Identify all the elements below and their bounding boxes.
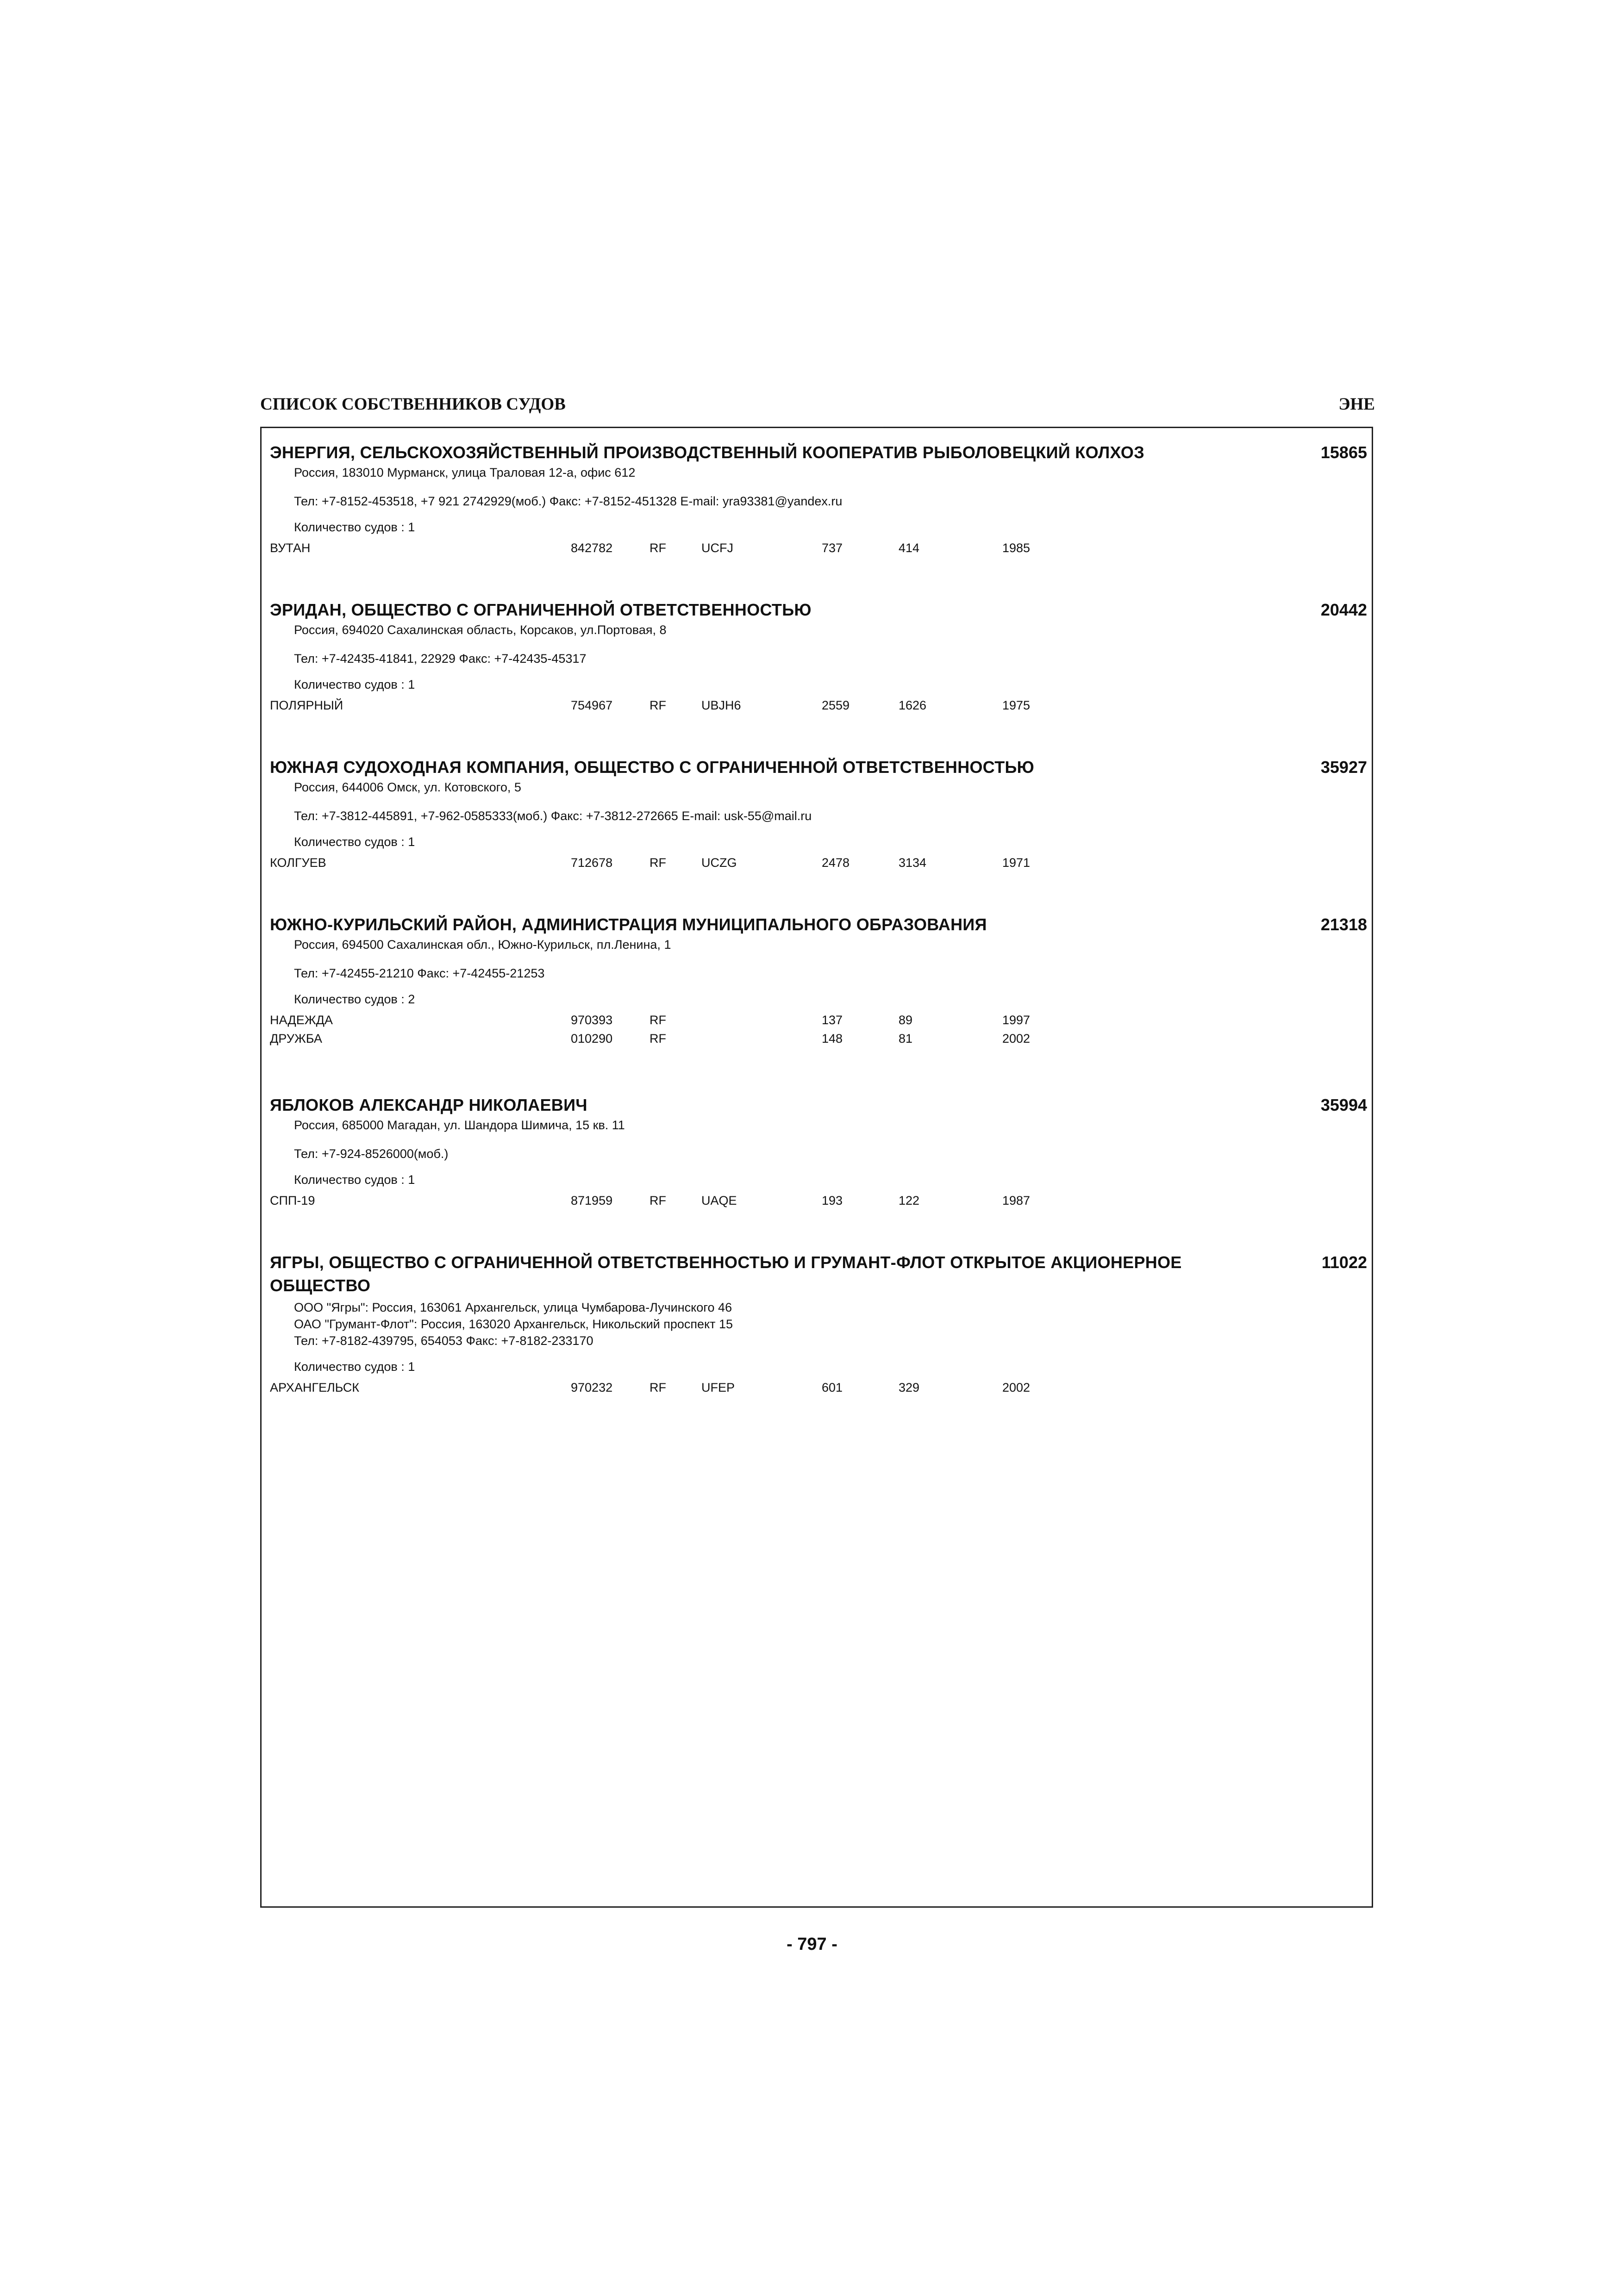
ship-year: 1997	[1002, 1013, 1031, 1027]
ship-callsign: UCZG	[701, 856, 737, 870]
ship-gross-tonnage: 137	[822, 1013, 843, 1027]
ship-name: НАДЕЖДА	[270, 1013, 333, 1027]
ship-name: ВУТАН	[270, 541, 311, 555]
owner-name: ЭРИДАН, ОБЩЕСТВО С ОГРАНИЧЕННОЙ ОТВЕТСТВЕННОСТЬЮ	[270, 600, 812, 619]
ship-flag: RF	[650, 1381, 666, 1394]
ship-number: 010290	[571, 1032, 613, 1045]
owner-address-line: ОАО "Грумант-Флот": Россия, 163020 Архангельск, Никольский проспект 15	[294, 1317, 733, 1331]
ship-row	[270, 1188, 1367, 1212]
ship-callsign: UCFJ	[701, 541, 733, 555]
section-marker: ЭНЕ	[1338, 395, 1375, 414]
ship-number: 970232	[571, 1381, 613, 1394]
ship-gross-tonnage: 2559	[822, 698, 850, 712]
owner-id: 11022	[1321, 1253, 1367, 1272]
owner-address: Россия, 694500 Сахалинская обл., Южно-Курильск, пл.Ленина, 1	[294, 938, 671, 952]
ship-flag: RF	[650, 1194, 666, 1207]
ship-net-tonnage: 329	[899, 1381, 920, 1394]
ship-number: 871959	[571, 1194, 613, 1207]
ship-row	[270, 535, 1367, 560]
owner-entry	[270, 441, 1367, 560]
ship-gross-tonnage: 2478	[822, 856, 850, 870]
ship-year: 2002	[1002, 1032, 1031, 1045]
ship-row	[270, 850, 1367, 874]
ship-net-tonnage: 3134	[899, 856, 927, 870]
ship-year: 2002	[1002, 1381, 1031, 1394]
owner-address: Россия, 644006 Омск, ул. Котовского, 5	[294, 780, 521, 794]
ship-count: Количество судов : 1	[294, 1360, 415, 1374]
owners-frame	[260, 427, 1373, 1908]
ship-year: 1987	[1002, 1194, 1031, 1207]
owner-contacts: Тел: +7-42435-41841, 22929 Факс: +7-42435-45317	[294, 652, 587, 666]
owner-name: ЯБЛОКОВ АЛЕКСАНДР НИКОЛАЕВИЧ	[270, 1095, 587, 1114]
ship-callsign: UAQE	[701, 1194, 737, 1207]
owner-entry	[270, 913, 1367, 1050]
owner-address: Россия, 183010 Мурманск, улица Траловая 12-а, офис 612	[294, 466, 636, 479]
ship-year: 1975	[1002, 698, 1031, 712]
ship-count: Количество судов : 2	[294, 992, 415, 1006]
ship-row	[270, 1375, 1367, 1399]
ship-count: Количество судов : 1	[294, 520, 415, 534]
ship-callsign: UFEP	[701, 1381, 735, 1394]
ship-row	[270, 693, 1367, 717]
owner-address: Россия, 694020 Сахалинская область, Корсаков, ул.Портовая, 8	[294, 623, 667, 637]
owner-name: ЭНЕРГИЯ, СЕЛЬСКОХОЗЯЙСТВЕННЫЙ ПРОИЗВОДСТВЕННЫЙ КООПЕРАТИВ РЫБОЛОВЕЦКИЙ КОЛХОЗ	[270, 443, 1145, 462]
owner-entry	[270, 1094, 1367, 1212]
ship-gross-tonnage: 193	[822, 1194, 843, 1207]
ship-row	[270, 1008, 1367, 1032]
ship-net-tonnage: 122	[899, 1194, 920, 1207]
ship-gross-tonnage: 148	[822, 1032, 843, 1045]
ship-name: АРХАНГЕЛЬСК	[270, 1381, 360, 1394]
ship-number: 970393	[571, 1013, 613, 1027]
ship-name: СПП-19	[270, 1194, 315, 1207]
document-title: СПИСОК СОБСТВЕННИКОВ СУДОВ	[260, 395, 566, 414]
ship-name: ПОЛЯРНЫЙ	[270, 698, 344, 712]
ship-number: 842782	[571, 541, 613, 555]
owner-id: 35994	[1320, 1095, 1367, 1114]
ship-flag: RF	[650, 698, 666, 712]
ship-net-tonnage: 414	[899, 541, 920, 555]
owner-id: 21318	[1320, 915, 1367, 934]
page-header	[260, 394, 1375, 418]
owner-name: ЯГРЫ, ОБЩЕСТВО С ОГРАНИЧЕННОЙ ОТВЕТСТВЕННОСТЬЮ И ГРУМАНТ-ФЛОТ ОТКРЫТОЕ АКЦИОНЕРНОЕ ОБЩЕСТВО	[270, 1253, 1182, 1295]
owner-id: 20442	[1320, 600, 1367, 619]
owner-contacts: Тел: +7-8182-439795, 654053 Факс: +7-8182-233170	[294, 1334, 593, 1348]
owner-entry	[270, 756, 1367, 874]
owner-contacts: Тел: +7-924-8526000(моб.)	[294, 1147, 449, 1161]
ship-callsign: UBJH6	[701, 698, 741, 712]
ship-net-tonnage: 1626	[899, 698, 927, 712]
ship-flag: RF	[650, 541, 666, 555]
ship-count: Количество судов : 1	[294, 835, 415, 849]
ship-net-tonnage: 89	[899, 1013, 913, 1027]
ship-gross-tonnage: 601	[822, 1381, 843, 1394]
ship-name: ДРУЖБА	[270, 1032, 322, 1045]
ship-number: 712678	[571, 856, 613, 870]
owner-entry	[270, 598, 1367, 717]
owner-contacts: Тел: +7-8152-453518, +7 921 2742929(моб.) Факс: +7-8152-451328 E-mail: yra93381@yandex.ru	[294, 494, 843, 508]
owner-contacts: Тел: +7-3812-445891, +7-962-0585333(моб.) Факс: +7-3812-272665 E-mail: usk-55@mail.ru	[294, 809, 812, 823]
owner-address-line: ООО "Ягры": Россия, 163061 Архангельск, улица Чумбарова-Лучинского 46	[294, 1300, 732, 1314]
ship-row	[270, 1032, 1367, 1050]
ship-name: КОЛГУЕВ	[270, 856, 326, 870]
ship-flag: RF	[650, 856, 666, 870]
owner-id: 15865	[1320, 443, 1367, 462]
ship-count: Количество судов : 1	[294, 678, 415, 691]
owner-name: ЮЖНАЯ СУДОХОДНАЯ КОМПАНИЯ, ОБЩЕСТВО С ОГРАНИЧЕННОЙ ОТВЕТСТВЕННОСТЬЮ	[270, 758, 1035, 777]
owner-contacts: Тел: +7-42455-21210 Факс: +7-42455-21253	[294, 966, 545, 980]
owner-name: ЮЖНО-КУРИЛЬСКИЙ РАЙОН, АДМИНИСТРАЦИЯ МУНИЦИПАЛЬНОГО ОБРАЗОВАНИЯ	[270, 915, 987, 934]
ship-flag: RF	[650, 1013, 666, 1027]
ship-year: 1971	[1002, 856, 1031, 870]
ship-gross-tonnage: 737	[822, 541, 843, 555]
owner-address: Россия, 685000 Магадан, ул. Шандора Шимича, 15 кв. 11	[294, 1118, 625, 1132]
page-number: - 797 -	[787, 1935, 837, 1954]
ship-count: Количество судов : 1	[294, 1173, 415, 1187]
owner-id: 35927	[1320, 758, 1367, 777]
ship-flag: RF	[650, 1032, 666, 1045]
ship-net-tonnage: 81	[899, 1032, 913, 1045]
ship-number: 754967	[571, 698, 613, 712]
owner-entry	[270, 1251, 1367, 1399]
ship-year: 1985	[1002, 541, 1031, 555]
